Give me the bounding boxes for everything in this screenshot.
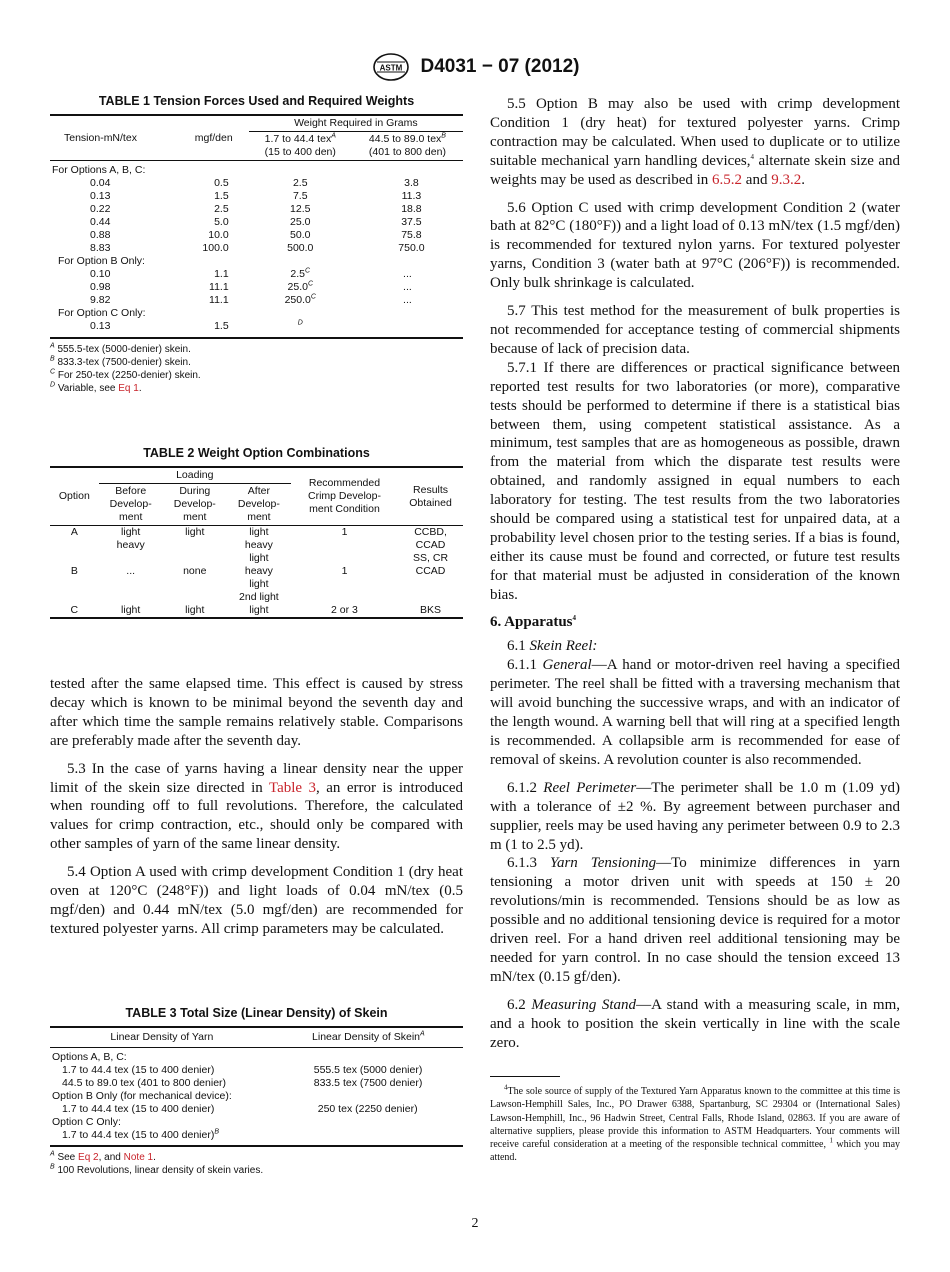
- paragraph-6-1-3: 6.1.3 Yarn Tensioning—To minimize differences in yarn tensioning a motor driven unit with speeds at 150 ± 20 revolutions/min is recommended. Tensions should be as low as possible and no additional tensioning device is required for a motor driven reel. For a hand driven reel additional tensioning may be needed for yarn control. In no case should the tension exceed 13 mN/tex (0.15 gf/den).: [490, 855, 900, 985]
- table2: [50, 446, 463, 619]
- left-body: [50, 675, 463, 939]
- table-row: 44.5 to 89.0 tex (401 to 800 denier) 833.5 tex (7500 denier): [62, 1077, 423, 1089]
- document-code: D4031 − 07 (2012): [420, 56, 580, 77]
- table-row: 1.7 to 44.4 tex (15 to 400 denier) 250 tex (2250 denier): [62, 1103, 418, 1115]
- table3-h-yarn: Linear Density of Yarn: [110, 1031, 214, 1043]
- table-row: B ... none heavy 1 CCAD: [70, 565, 446, 577]
- table2-h-loading: Loading: [99, 467, 291, 484]
- table2-h-rec: Recommended Crimp Develop- ment Condition: [291, 467, 398, 526]
- page-number: 2: [471, 1216, 479, 1231]
- table3-footnotes: [50, 1151, 463, 1177]
- table-row: C light light light 2 or 3 BKS: [50, 604, 463, 618]
- table-row: 0.04 0.5 2.5 3.8: [90, 177, 419, 189]
- table1-footnotes: [50, 343, 463, 395]
- table3-footnote: $^B$ 100 Revolutions, linear density of skein varies.: [50, 1163, 264, 1176]
- table-row: 0.98 11.1 $25.0^C$ ...: [90, 280, 412, 293]
- table3-section-b: Option B Only (for mechanical device):: [52, 1090, 232, 1102]
- table-row: 0.13 1.5 $^D$: [50, 320, 463, 338]
- paragraph-5-3: 5.3 In the case of yarns having a linear density near the upper limit of the skein size directed in Table 3, an error is introduced when rounding off to full revolutions. Therefore, the calculated values for crimp contraction, etc., should only be compared with other samples of yarn of the same linear density.: [50, 760, 463, 853]
- table1: [50, 94, 463, 395]
- table-row: 0.10 1.1 $2.5^C$ ...: [90, 267, 412, 280]
- table-row: 0.13 1.5 7.5 11.3: [90, 190, 422, 202]
- footnote-divider: [490, 1076, 560, 1077]
- table3-grid: [50, 1026, 463, 1147]
- table1-grid: [50, 114, 463, 339]
- table2-caption: TABLE 2 Weight Option Combinations: [143, 446, 370, 460]
- table-row: light: [249, 578, 269, 590]
- table1-footnote: $^A$ 555.5-tex (5000-denier) skein.: [50, 342, 191, 355]
- table1-section-a: For Options A, B, C:: [52, 164, 146, 176]
- table3-caption: TABLE 3 Total Size (Linear Density) of Skein: [125, 1006, 388, 1020]
- table2-h-during: During Develop- ment: [163, 484, 227, 526]
- table1-h-col4: 44.5 to 89.0 tex$^B$ (401 to 800 den): [352, 132, 463, 161]
- table1-footnote: $^D$ Variable, see Eq 1.: [50, 381, 142, 394]
- page-header: [0, 52, 950, 82]
- table-row: heavy heavy CCAD: [116, 539, 446, 551]
- paragraph-6-1: 6.1 Skein Reel:: [507, 638, 598, 655]
- paragraph-5-7-1: 5.7.1 If there are differences or practical significance between reported test results for two laboratories (or more), comparative tests should be performed to determine if there is a statistical bias between them, using competent statistical assistance. As a minimum, test samples that are as homogeneous as possible, drawn from the material from which the disparate test results were obtained, and randomly assigned in equal numbers to each laboratory for testing. The test results from the two laboratories should be compared using a statistical test for unpaired data, at a probability level chosen prior to the testing series. If a bias is found, either its cause must be found and corrected, or future test results for that material must be adjusted in consideration of the known bias.: [490, 359, 900, 603]
- right-body: [490, 95, 900, 1053]
- table-row: 0.44 5.0 25.0 37.5: [90, 216, 422, 228]
- table2-h-results: Results Obtained: [398, 467, 463, 526]
- table1-h-tension: Tension-mN/tex: [50, 115, 172, 161]
- paragraph-5-7: 5.7 This test method for the measurement of bulk properties is not recommended for acceptance testing of commercial shipments because of lack of precision data.: [490, 303, 900, 357]
- table2-grid: [50, 466, 463, 619]
- eq1-link[interactable]: Eq 1: [118, 383, 139, 394]
- section-heading-apparatus: 6. Apparatus$^4$: [490, 613, 577, 630]
- table3-section-a: Options A, B, C:: [52, 1051, 127, 1063]
- table1-caption: TABLE 1 Tension Forces Used and Required Weights: [98, 94, 415, 108]
- table2-h-option: Option: [50, 467, 99, 526]
- table-row: 9.82 11.1 $250.0^C$ ...: [90, 293, 412, 306]
- astm-logo-icon: [371, 52, 411, 82]
- footnote-area: [490, 1076, 900, 1165]
- table3-h-skein: Linear Density of Skein$^A$: [312, 1030, 425, 1043]
- table-row: 1.7 to 44.4 tex (15 to 400 denier)$^B$: [50, 1129, 463, 1146]
- note1-link[interactable]: Note 1: [123, 1152, 154, 1163]
- paragraph-6-1-2: 6.1.2 Reel Perimeter—The perimeter shall be 1.0 m (1.09 yd) with a tolerance of ±2 %. By agreement between purchaser and supplier, reels may be used having any perimeter between 0.9 to 2.3 m (1 to 2.5 yd).: [490, 779, 901, 853]
- table-row: 0.88 10.0 50.0 75.8: [90, 229, 422, 241]
- eq2-link[interactable]: Eq 2: [78, 1152, 99, 1163]
- footnote-4: $^4$The sole source of supply of the Textured Yarn Apparatus known to the committee at this time is Lawson-Hemphill Sales, Inc., PO Drawer 6388, Spartanburg, SC 29304 or (International Sales) Lawson-Hemphill, Inc., 96 Hadwin Street, Central Falls, Rhode Island, 02863. If you are aware of alternative suppliers, please provide this information to ASTM Headquarters. Your comments will receive careful consideration at a meeting of the responsible technical committee, $^1$ which you may attend.: [490, 1083, 901, 1164]
- table1-h-mgf: mgf/den: [172, 115, 249, 161]
- svg-text:ASTM: ASTM: [379, 63, 402, 73]
- table-row: 2nd light: [239, 591, 279, 603]
- table1-footnote: $^B$ 833.3-tex (7500-denier) skein.: [50, 355, 191, 368]
- paragraph-continued: tested after the same elapsed time. This effect is caused by stress decay which is known to be minimal beyond the seventh day and after which time the sample remains relatively stable. Comparisons are preferably made after the seventh day.: [50, 676, 463, 749]
- table3-section-c: Option C Only:: [52, 1116, 121, 1128]
- table1-section-c: For Option C Only:: [58, 307, 146, 319]
- table-row: 8.83 100.0 500.0 750.0: [90, 242, 425, 254]
- table-row: light SS, CR: [249, 552, 449, 564]
- table1-footnote: $^C$ For 250-tex (2250-denier) skein.: [50, 368, 201, 381]
- table1-h-group: Weight Required in Grams: [249, 115, 463, 132]
- paragraph-5-6: 5.6 Option C used with crimp development Condition 2 (water bath at 82°C (180°F)) and a light load of 0.13 mN/tex (1.5 mgf/den) is recommended for textured nylon yarns. For textured polyester yarns, Condition 3 (water bath at 97°C (206°F)) is recommended. Only bulk shrinkage is calculated.: [490, 199, 900, 292]
- link-6-5-2[interactable]: 6.5.2: [712, 171, 743, 188]
- table-row: A light light light 1 CCBD,: [70, 526, 447, 538]
- paragraph-6-2: 6.2 Measuring Stand—A stand with a measuring scale, in mm, and a hook to position the skein vertically in line with the scale zero.: [490, 996, 900, 1051]
- table1-section-b: For Option B Only:: [58, 255, 145, 267]
- table2-h-before: Before Develop- ment: [99, 484, 163, 526]
- link-9-3-2[interactable]: 9.3.2: [771, 171, 802, 188]
- table2-h-after: After Develop- ment: [227, 484, 291, 526]
- table1-h-col3: 1.7 to 44.4 tex$^A$ (15 to 400 den): [249, 132, 352, 161]
- table-row: 0.22 2.5 12.5 18.8: [90, 203, 422, 215]
- table3: [50, 1006, 463, 1177]
- table3-link[interactable]: Table 3: [268, 779, 317, 796]
- table3-footnote: $^A$ See Eq 2, and Note 1.: [50, 1150, 156, 1163]
- paragraph-6-1-1: 6.1.1 General—A hand or motor-driven reel having a specified perimeter. The reel shall be fitted with a traversing mechanism that will avoid bunching the successive wraps, and with an indicator of the length wound. A warning bell that will ring at a specified length is recommended. A collapsible arm is recommended for ease of removal of skeins. A revolution counter is also recommended.: [490, 657, 900, 768]
- table-row: 1.7 to 44.4 tex (15 to 400 denier) 555.5 tex (5000 denier): [62, 1064, 423, 1076]
- paragraph-5-4: 5.4 Option A used with crimp development Condition 1 (dry heat oven at 120°C (248°F)) and light loads of 0.04 mN/tex (0.5 mgf/den) and 0.44 mN/tex (5.0 mgf/den) are recommended for textured polyester yarns. All crimp parameters may be calculated.: [50, 864, 463, 937]
- paragraph-5-5: 5.5 Option B may also be used with crimp development Condition 1 (dry heat) for textured polyester yarns. Crimp contraction may be calculated. When used to duplicate or to utilize suitable mechanical yarn handling devices,$^4$ alternate skein size and weights may be used as described in 6.5.2 and 9.3.2.: [490, 96, 900, 188]
